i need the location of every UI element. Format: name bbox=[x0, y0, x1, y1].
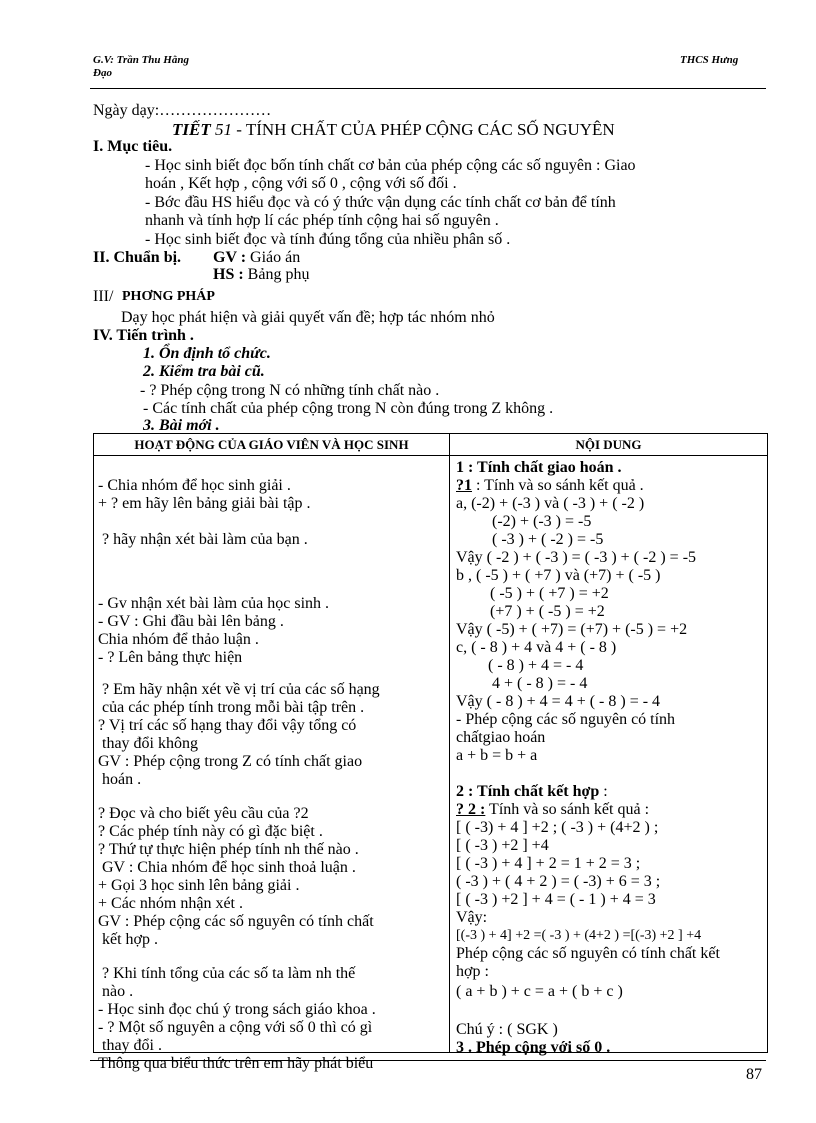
muc-tieu-line: - Học sinh biết đọc bốn tính chất cơ bản của phép cộng các số nguyên : Giao bbox=[145, 157, 636, 174]
content-heading-2-text: 2 : Tính chất kết hợp bbox=[456, 783, 600, 800]
activity-line: + ? em hãy lên bảng giải bài tập . bbox=[98, 495, 311, 512]
content-line: a + b = b + a bbox=[456, 747, 538, 764]
content-line: b , ( -5 ) + ( +7 ) và (+7) + ( -5 ) bbox=[456, 567, 661, 584]
content-question-1 bbox=[456, 477, 644, 494]
date-line: Ngày dạy:………………… bbox=[93, 102, 272, 119]
activity-line: hoán . bbox=[102, 771, 142, 788]
header-teacher: G.V: Trần Thu Hằng bbox=[93, 54, 189, 66]
content-line: ( -5 ) + ( +7 ) = +2 bbox=[490, 585, 609, 602]
activity-line: ? Vị trí các số hạng thay đổi vậy tổng có bbox=[98, 717, 357, 734]
muc-tieu-line: - Bớc đầu HS hiểu đọc và có ý thức vận dụng các tính chất cơ bản để tính bbox=[145, 194, 616, 211]
content-heading-2 bbox=[456, 783, 608, 800]
activity-line: - ? Một số nguyên a cộng với số 0 thì có gì bbox=[98, 1019, 373, 1036]
activity-line: GV : Phép cộng trong Z có tính chất giao bbox=[98, 753, 363, 770]
question-mark-1: ?1 bbox=[456, 477, 472, 494]
gv-label: GV : bbox=[213, 249, 247, 266]
content-line: Vậy ( - 8 ) + 4 = 4 + ( - 8 ) = - 4 bbox=[456, 693, 661, 710]
content-line: 4 + ( - 8 ) = - 4 bbox=[492, 675, 588, 692]
hs-value: Bảng phụ bbox=[247, 266, 310, 283]
table-header-content: NỘI DUNG bbox=[450, 434, 768, 456]
activity-line: của các phép tính trong mỗi bài tập trên . bbox=[102, 699, 365, 716]
chuan-bi-hs bbox=[213, 266, 309, 283]
lesson-prefix: TIẾT bbox=[172, 120, 211, 139]
muc-tieu-line: nhanh và tính hợp lí các phép tính cộng hai số nguyên . bbox=[145, 212, 499, 229]
content-line: Vậy: bbox=[456, 909, 488, 926]
chuan-bi-gv bbox=[213, 249, 300, 266]
content-line: Vậy ( -5) + ( +7) = (+7) + (-5 ) = +2 bbox=[456, 621, 688, 638]
section-chuan-bi-heading: II. Chuẩn bị. bbox=[93, 249, 182, 266]
muc-tieu-line: - Học sinh biết đọc và tính đúng tổng của nhiều phân số . bbox=[145, 231, 511, 248]
activity-line: - ? Lên bảng thực hiện bbox=[98, 649, 243, 666]
content-line: - Phép cộng các số nguyên có tính bbox=[456, 711, 676, 728]
content-line: ( a + b ) + c = a + ( b + c ) bbox=[456, 983, 623, 1000]
tien-trinh-item-2: 2. Kiểm tra bài cũ. bbox=[143, 363, 265, 380]
activity-line: - Học sinh đọc chú ý trong sách giáo khoa . bbox=[98, 1001, 376, 1018]
phuong-phap-line: Dạy học phát hiện và giải quyết vấn đề; hợp tác nhóm nhỏ bbox=[121, 309, 495, 326]
lesson-title bbox=[172, 120, 615, 140]
hs-label: HS : bbox=[213, 266, 244, 283]
content-line: ( -3 ) + ( 4 + 2 ) = ( -3) + 6 = 3 ; bbox=[456, 873, 661, 890]
content-line: hợp : bbox=[456, 963, 489, 980]
section-tien-trinh-heading: IV. Tiến trình . bbox=[93, 327, 194, 344]
activity-line: - Gv nhận xét bài làm của học sinh . bbox=[98, 595, 330, 612]
activity-line: - Chia nhóm để học sinh giải . bbox=[98, 477, 291, 494]
activity-line: ? Các phép tính này có gì đặc biệt . bbox=[98, 823, 323, 840]
content-line: [ ( -3 ) +2 ] +4 bbox=[456, 837, 549, 854]
content-column bbox=[450, 456, 767, 1056]
header-rule bbox=[90, 88, 766, 89]
activities-column bbox=[94, 456, 449, 1072]
activity-line: + Gọi 3 học sinh lên bảng giải . bbox=[98, 877, 300, 894]
lesson-table bbox=[93, 433, 768, 1072]
question-mark-2: ? 2 : bbox=[456, 801, 486, 818]
content-line: Phép cộng các số nguyên có tính chất kết bbox=[456, 945, 720, 962]
content-line: [ ( -3 ) +2 ] + 4 = ( - 1 ) + 4 = 3 bbox=[456, 891, 656, 908]
content-heading-1: 1 : Tính chất giao hoán . bbox=[456, 459, 622, 476]
activity-line: GV : Chia nhóm để học sinh thoả luận . bbox=[102, 859, 356, 876]
activity-line: thay đổi không bbox=[102, 735, 198, 752]
muc-tieu-line: hoán , Kết hợp , cộng với số 0 , cộng với số đối . bbox=[145, 175, 457, 192]
activity-line: ? Thứ tự thực hiện phép tính nh thế nào . bbox=[98, 841, 359, 858]
lesson-number: 51 - bbox=[214, 120, 242, 139]
content-heading-3: 3 . Phép cộng với số 0 . bbox=[456, 1039, 611, 1056]
activity-line: Thông qua biểu thức trên em hãy phát biểu bbox=[98, 1055, 374, 1072]
content-line: [ ( -3 ) + 4 ] + 2 = 1 + 2 = 3 ; bbox=[456, 855, 641, 872]
content-line: c, ( - 8 ) + 4 và 4 + ( - 8 ) bbox=[456, 639, 617, 656]
activity-line: ? Khi tính tổng của các số ta làm nh thế bbox=[102, 965, 356, 982]
content-line: Vậy ( -2 ) + ( -3 ) = ( -3 ) + ( -2 ) = -5 bbox=[456, 549, 697, 566]
section-muc-tieu-heading: I. Mục tiêu. bbox=[93, 138, 173, 155]
content-heading-2-colon: : bbox=[599, 783, 608, 800]
footer-rule bbox=[90, 1060, 766, 1061]
activity-line: nào . bbox=[102, 983, 134, 1000]
phuong-phap-heading: PHƠNG PHÁP bbox=[122, 289, 215, 304]
content-line: ( - 8 ) + 4 = - 4 bbox=[488, 657, 584, 674]
activity-line: + Các nhóm nhận xét . bbox=[98, 895, 243, 912]
content-line: : Tính và so sánh kết quả . bbox=[472, 477, 644, 494]
activity-line: GV : Phép cộng các số nguyên có tính chất bbox=[98, 913, 374, 930]
content-question-2 bbox=[456, 801, 649, 818]
activity-line: ? hãy nhận xét bài làm của bạn . bbox=[102, 531, 308, 548]
activity-line: - GV : Ghi đầu bài lên bảng . bbox=[98, 613, 284, 630]
content-line: chấtgiao hoán bbox=[456, 729, 546, 746]
content-line: ( -3 ) + ( -2 ) = -5 bbox=[492, 531, 604, 548]
content-line: [ ( -3) + 4 ] +2 ; ( -3 ) + (4+2 ) ; bbox=[456, 819, 659, 836]
kiem-tra-question: - ? Phép cộng trong N có những tính chất nào . bbox=[140, 382, 440, 399]
kiem-tra-question: - Các tính chất của phép cộng trong N còn đúng trong Z không . bbox=[143, 400, 554, 417]
tien-trinh-item-3: 3. Bài mới . bbox=[143, 417, 220, 434]
content-line: (-2) + (-3 ) = -5 bbox=[492, 513, 592, 530]
content-line: [(-3 ) + 4] +2 =( -3 ) + (4+2 ) =[(-3) +2 ] +4 bbox=[456, 928, 702, 943]
content-line: a, (-2) + (-3 ) và ( -3 ) + ( -2 ) bbox=[456, 495, 645, 512]
activity-line: thay đổi . bbox=[102, 1037, 162, 1054]
activity-line: ? Đọc và cho biết yêu cầu của ?2 bbox=[98, 805, 309, 822]
header-teacher-cont: Đạo bbox=[93, 67, 112, 79]
header-school: THCS Hưng bbox=[680, 54, 739, 66]
tien-trinh-item-1: 1. Ổn định tổ chức. bbox=[143, 345, 271, 362]
activity-line: ? Em hãy nhận xét về vị trí của các số hạng bbox=[102, 681, 380, 698]
content-line: Tính và so sánh kết quả : bbox=[485, 801, 650, 818]
page-number: 87 bbox=[746, 1066, 762, 1083]
gv-value: Giáo án bbox=[250, 249, 301, 266]
phuong-phap-number: III/ bbox=[93, 288, 114, 305]
activity-line: kết hợp . bbox=[102, 931, 159, 948]
activity-line: Chia nhóm để thảo luận . bbox=[98, 631, 259, 648]
lesson-name: TÍNH CHẤT CỦA PHÉP CỘNG CÁC SỐ NGUYÊN bbox=[245, 120, 615, 139]
content-line: Chú ý : ( SGK ) bbox=[456, 1021, 558, 1038]
content-line: (+7 ) + ( -5 ) = +2 bbox=[490, 603, 605, 620]
table-header-activities: HOẠT ĐỘNG CỦA GIÁO VIÊN VÀ HỌC SINH bbox=[94, 434, 450, 456]
